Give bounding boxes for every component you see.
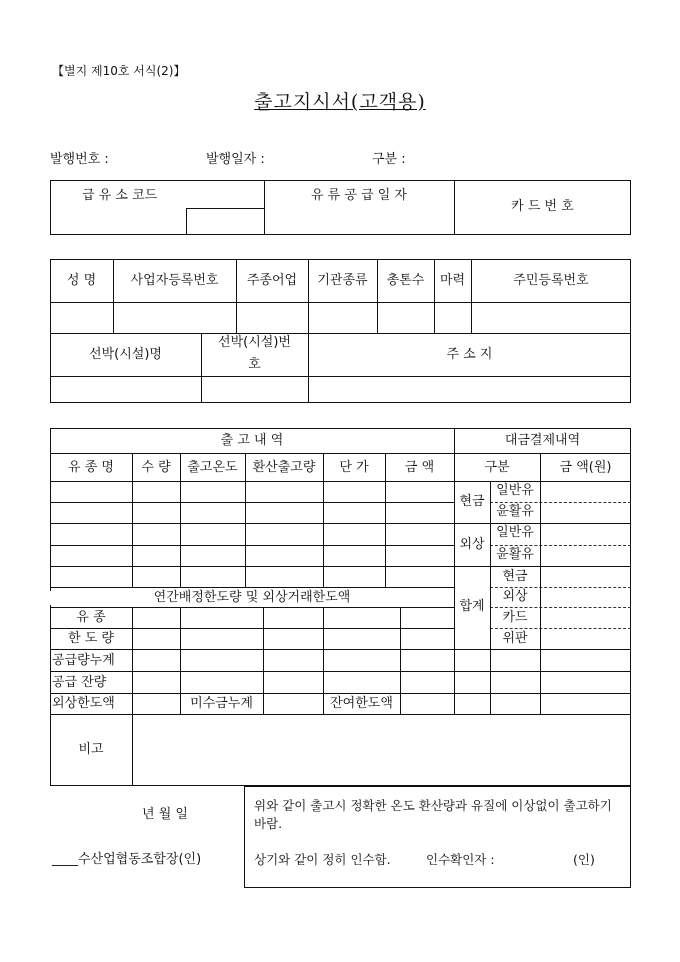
ship-number-header-line1: 선박(시설)번 bbox=[218, 335, 291, 350]
remarks-label: 비고 bbox=[78, 742, 104, 757]
total-label: 합계 bbox=[459, 599, 485, 614]
horsepower-header: 마력 bbox=[439, 273, 466, 288]
main-fishery-header: 주종어업 bbox=[246, 273, 298, 288]
unit-price-header: 단 가 bbox=[339, 460, 369, 475]
address-header: 주 소 지 bbox=[446, 347, 493, 362]
category-label: 구분 : bbox=[372, 152, 406, 167]
oil-type-header: 유 종 명 bbox=[68, 460, 114, 475]
total-consign: 위판 bbox=[502, 631, 528, 646]
station-code-label: 급 유 소 코드 bbox=[82, 188, 158, 203]
total-cash: 현금 bbox=[502, 569, 528, 584]
engine-type-header: 기관종류 bbox=[317, 273, 368, 288]
converted-qty-header: 환산출고량 bbox=[252, 460, 316, 475]
card-number-label: 카 드 번 호 bbox=[511, 199, 574, 214]
supply-remaining-label: 공급 잔량 bbox=[52, 675, 107, 690]
seal-mark: (인) bbox=[573, 852, 595, 867]
payment-amount-header: 금 액(원) bbox=[559, 460, 612, 475]
amount-header: 금 액 bbox=[404, 460, 435, 475]
supply-date-label: 유 류 공 급 일 자 bbox=[310, 188, 407, 203]
release-section-title: 출 고 내 역 bbox=[220, 433, 284, 448]
total-credit: 외상 bbox=[502, 589, 528, 604]
unpaid-total-label: 미수금누계 bbox=[190, 696, 253, 711]
cash-lube-oil: 윤활유 bbox=[496, 504, 534, 519]
class-header: 구분 bbox=[484, 460, 510, 475]
issue-number-label: 발행번호 : bbox=[50, 152, 109, 167]
ship-name-header: 선박(시설)명 bbox=[89, 347, 162, 362]
station-code-input[interactable] bbox=[186, 208, 265, 235]
total-card: 카드 bbox=[502, 610, 528, 625]
receiver-label: 인수확인자 : bbox=[426, 852, 495, 867]
oil-kind-label: 유 종 bbox=[76, 610, 106, 625]
date-line: 년 월 일 bbox=[142, 807, 188, 822]
release-temp-header: 출고온도 bbox=[187, 460, 238, 475]
gross-ton-header: 총톤수 bbox=[386, 273, 425, 288]
limit-qty-label: 한 도 량 bbox=[68, 631, 114, 646]
payment-section-title: 대금결제내역 bbox=[504, 433, 581, 448]
credit-lube-oil: 윤활유 bbox=[496, 547, 534, 562]
cash-general-oil: 일반유 bbox=[496, 483, 534, 498]
cash-label: 현금 bbox=[459, 494, 485, 509]
ship-number-header-line2: 호 bbox=[248, 357, 261, 372]
credit-label: 외상 bbox=[459, 537, 485, 552]
remaining-limit-label: 잔여한도액 bbox=[330, 696, 393, 711]
name-header: 성 명 bbox=[66, 273, 97, 288]
page-title: 출고지시서(고객용) bbox=[254, 91, 426, 113]
instruction-text: 위와 같이 출고시 정확한 온도 환산량과 유질에 이상없이 출고하기 바람. bbox=[254, 798, 612, 831]
biz-number-header: 사업자등록번호 bbox=[130, 273, 219, 288]
credit-general-oil: 일반유 bbox=[496, 525, 534, 540]
form-number: 【별지 제10호 서식(2)】 bbox=[52, 64, 186, 78]
resident-number-header: 주민등록번호 bbox=[513, 273, 589, 288]
issue-date-label: 발행일자 : bbox=[206, 152, 265, 167]
credit-limit-label: 외상한도액 bbox=[52, 696, 115, 711]
receipt-text: 상기와 같이 정히 인수함. bbox=[254, 852, 391, 867]
supply-cumulative-label: 공급량누계 bbox=[52, 653, 115, 668]
quantity-header: 수 량 bbox=[141, 460, 171, 475]
annual-limit-header: 연간배정한도량 및 외상거래한도액 bbox=[50, 591, 454, 605]
union-head-signature: ____수산업협동조합장(인) bbox=[52, 852, 202, 867]
